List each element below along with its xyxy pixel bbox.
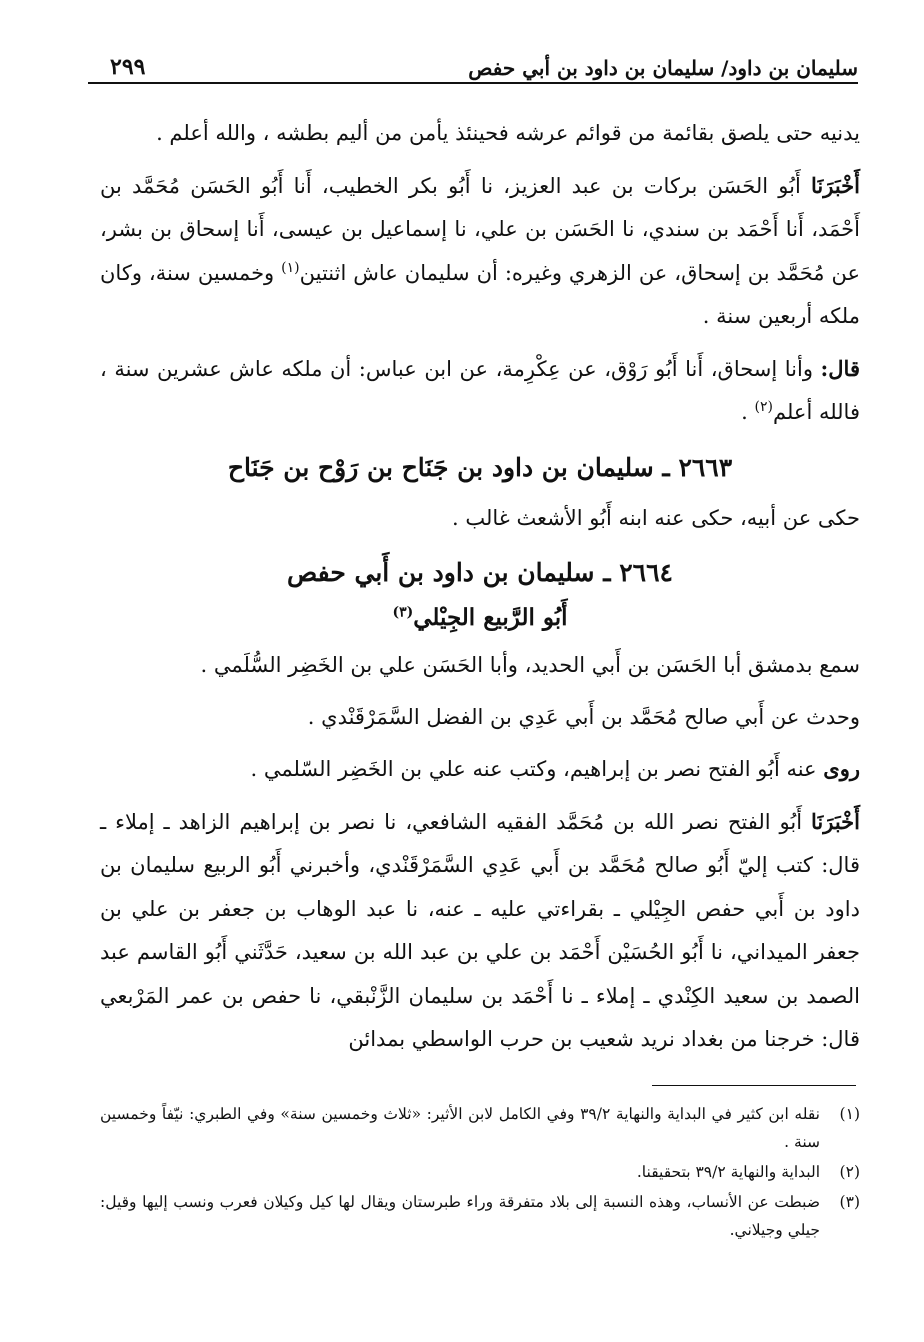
keyword-akhbarana: أَخْبَرَنَا: [811, 172, 860, 198]
footnote-text: البداية والنهاية ٣٩/٢ بتحقيقنا.: [636, 1163, 820, 1181]
paragraph-1-text: يدنيه حتى يلصق بقائمة من قوائم عرشه فحينئذ يأمن من أليم بطشه ، والله أعلم .: [156, 121, 860, 145]
footnote-2: [100, 1158, 860, 1186]
entry-heading-2663: ٢٦٦٣ ـ سليمان بن داود بن جَنَاح بن رَوْح بن جَنَاح: [227, 452, 733, 482]
paragraph-7: [100, 800, 860, 1062]
paragraph-7-text: أَبُو الفتح نصر الله بن مُحَمَّد الفقيه الشافعي، نا نصر بن إبراهيم الزاهد ـ إملاء ـ قال: كتب إليّ أَبُو صالح مُحَمَّد بن أَبي عَدِي السَّمَرْقَنْدي، وأخبرني أَبُو الربيع سليمان بن داود بن أَبي حفص الجِيْلي ـ بقراءتي عليه ـ عنه، نا عبد الوهاب بن جعفر بن علي بن جعفر الميداني، نا أَبُو الحُسَيْن أَحْمَد بن علي بن عبد الله بن سعيد، حَدَّثَني أَبُو القاسم عبد الصمد بن سعيد الكِنْدي ـ إملاء ـ نا أَحْمَد بن سليمان الزَّنْبقي، نا حفص بن عمر المَرْبعي قال: خرجنا من بغداد نريد شعيب بن حرب الواسطي بمدائن: [100, 809, 860, 1051]
running-header-title: سليمان بن داود/ سليمان بن داود بن أبي حفص: [468, 56, 858, 80]
footnote-ref-1: (١): [281, 259, 300, 276]
running-header: [88, 46, 858, 84]
paragraph-2-text: أَبُو الحَسَن بركات بن عبد العزيز، نا أَبُو بكر الخطيب، أَنا أَبُو الحَسَن مُحَمَّد بن أَحْمَد، أَنا أَحْمَد بن سندي، نا الحَسَن بن علي، نا إسماعيل بن عيسى، أَنا إسحاق بن بشر، عن مُحَمَّد بن إسحاق، عن الزهري وغيره: أن سليمان عاش اثنتين: [100, 173, 860, 285]
header-rule: [88, 82, 858, 84]
paragraph-4: سمع بدمشق أبا الحَسَن بن أَبي الحديد، وأبا الحَسَن علي بن الخَضِر السُّلَمي .: [200, 653, 860, 677]
paragraph-6: [100, 747, 860, 792]
paragraph-6-text: عنه أَبُو الفتح نصر بن إبراهيم، وكتب عنه علي بن الخَضِر السّلمي .: [250, 757, 824, 781]
entry-2664-subheading: [100, 598, 860, 638]
keyword-rawa: روى: [823, 756, 860, 781]
paragraph-1: [100, 112, 860, 156]
keyword-qal: قال:: [820, 355, 860, 381]
footnote-3: [100, 1188, 860, 1244]
keyword-akhbarana-2: أَخْبَرَنَا: [811, 808, 860, 834]
footnote-1: [100, 1100, 860, 1156]
paragraph-3: [100, 347, 860, 435]
footnote-separator: [652, 1085, 856, 1086]
footnote-number: (٣): [839, 1193, 860, 1211]
footnote-number: (٢): [839, 1163, 860, 1181]
footnote-text: ضبطت عن الأنساب، وهذه النسبة إلى بلاد متفرقة وراء طبرستان ويقال لها كيل وكيلان فعرب ونسب إليها وقيل: جيلي وجيلاني.: [100, 1193, 820, 1239]
main-text: [100, 112, 860, 1070]
paragraph-2: [100, 164, 860, 339]
footnote-number: (١): [839, 1105, 860, 1123]
entry-2664-kunya: أَبُو الرَّبيع الجِيْلي: [413, 604, 568, 631]
entry-heading-2664: ٢٦٦٤ ـ سليمان بن داود بن أَبي حفص: [287, 558, 673, 587]
footnotes: [100, 1100, 860, 1246]
paragraph-2-end: وخمسين سنة، وكان ملكه أربعين سنة .: [100, 260, 860, 328]
footnote-text: نقله ابن كثير في البداية والنهاية ٣٩/٢ وفي الكامل لابن الأثير: «ثلاث وخمسين سنة» وفي الطبري: نيّفاً وخمسين سنة .: [100, 1105, 820, 1151]
footnote-ref-2: (٢): [754, 399, 773, 415]
paragraph-5: وحدث عن أَبي صالح مُحَمَّد بن أَبي عَدِي بن الفضل السَّمَرْقَنْدي .: [307, 704, 860, 729]
entry-2663-text: حكى عن أبيه، حكى عنه ابنه أَبُو الأشعث غالب .: [452, 505, 860, 530]
paragraph-3-text: وأنا إسحاق، أَنا أَبُو رَوْق، عن عِكْرِمة، عن ابن عباس: أن ملكه عاش عشرين سنة ، فالله أعلم: [100, 356, 860, 424]
page-number: ٢٩٩: [110, 54, 146, 80]
paragraph-3-end: .: [741, 400, 755, 424]
footnote-ref-3: (٣): [392, 604, 414, 621]
